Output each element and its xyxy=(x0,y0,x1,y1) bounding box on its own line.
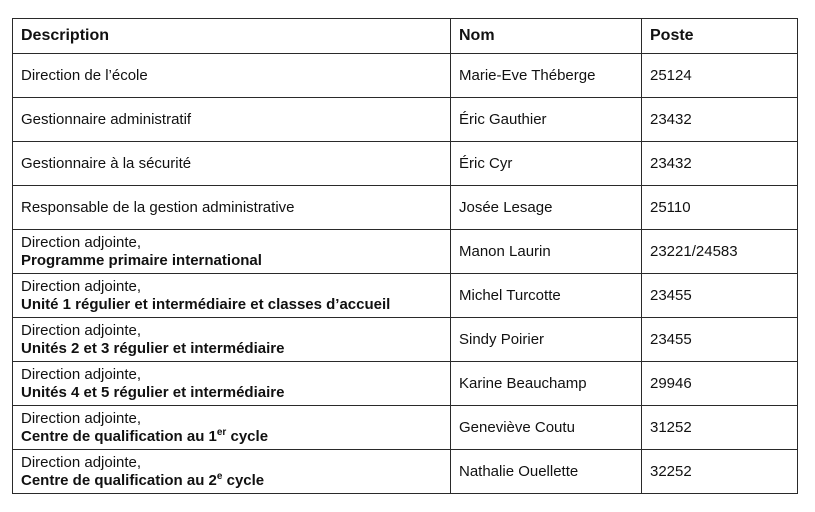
cell-nom: Josée Lesage xyxy=(451,186,642,230)
description-text: Direction adjointe, xyxy=(21,365,142,383)
table-header xyxy=(13,19,798,54)
description-bold-text xyxy=(21,428,442,446)
cell-description xyxy=(13,142,451,186)
cell-description xyxy=(13,362,451,406)
description-text: Direction de l’école xyxy=(21,66,148,84)
cell-description xyxy=(13,318,451,362)
description-text: Direction adjointe, xyxy=(21,277,142,295)
cell-poste: 23455 xyxy=(642,274,798,318)
cell-poste: 23455 xyxy=(642,318,798,362)
cell-nom: Geneviève Coutu xyxy=(451,406,642,450)
description-text: Direction adjointe, xyxy=(21,453,142,471)
description-bold-text xyxy=(21,472,442,490)
description-text: Direction adjointe, xyxy=(21,233,142,251)
table-row xyxy=(13,54,798,98)
cell-poste: 25110 xyxy=(642,186,798,230)
cell-nom: Éric Cyr xyxy=(451,142,642,186)
cell-nom: Nathalie Ouellette xyxy=(451,450,642,494)
description-text: Direction adjointe, xyxy=(21,409,142,427)
description-bold-main: Centre de qualification au 1 xyxy=(21,427,217,445)
cell-poste: 25124 xyxy=(642,54,798,98)
table-row xyxy=(13,362,798,406)
table-body xyxy=(13,54,798,494)
cell-description xyxy=(13,450,451,494)
cell-description xyxy=(13,406,451,450)
description-text: Responsable de la gestion administrative xyxy=(21,198,295,216)
description-bold-text: Unité 1 régulier et intermédiaire et classes d’accueil xyxy=(21,295,391,313)
cell-nom: Manon Laurin xyxy=(451,230,642,274)
description-bold-suffix: cycle xyxy=(226,427,269,445)
cell-description xyxy=(13,230,451,274)
table-row xyxy=(13,318,798,362)
description-text: Gestionnaire administratif xyxy=(21,110,192,128)
ordinal-superscript: er xyxy=(216,426,227,438)
cell-nom: Éric Gauthier xyxy=(451,98,642,142)
header-description: Description xyxy=(13,19,451,54)
cell-description xyxy=(13,274,451,318)
table-row xyxy=(13,274,798,318)
cell-poste: 32252 xyxy=(642,450,798,494)
table-row xyxy=(13,186,798,230)
cell-description xyxy=(13,54,451,98)
header-row xyxy=(13,19,798,54)
table-row xyxy=(13,142,798,186)
cell-nom: Sindy Poirier xyxy=(451,318,642,362)
cell-poste: 23221/24583 xyxy=(642,230,798,274)
description-bold-suffix: cycle xyxy=(222,471,265,489)
staff-directory-table xyxy=(12,18,798,494)
description-text: Direction adjointe, xyxy=(21,321,142,339)
cell-nom: Michel Turcotte xyxy=(451,274,642,318)
cell-poste: 29946 xyxy=(642,362,798,406)
description-bold-text: Unités 2 et 3 régulier et intermédiaire xyxy=(21,339,285,357)
table-row xyxy=(13,406,798,450)
table-row xyxy=(13,450,798,494)
table-row xyxy=(13,98,798,142)
header-poste: Poste xyxy=(642,19,798,54)
header-nom: Nom xyxy=(451,19,642,54)
cell-description xyxy=(13,186,451,230)
description-bold-text: Unités 4 et 5 régulier et intermédiaire xyxy=(21,383,285,401)
description-bold-main: Centre de qualification au 2 xyxy=(21,471,217,489)
table-row xyxy=(13,230,798,274)
description-text: Gestionnaire à la sécurité xyxy=(21,154,192,172)
cell-nom: Karine Beauchamp xyxy=(451,362,642,406)
cell-poste: 23432 xyxy=(642,142,798,186)
cell-description xyxy=(13,98,451,142)
cell-nom: Marie-Eve Théberge xyxy=(451,54,642,98)
cell-poste: 23432 xyxy=(642,98,798,142)
description-bold-text: Programme primaire international xyxy=(21,251,262,269)
cell-poste: 31252 xyxy=(642,406,798,450)
ordinal-superscript: e xyxy=(216,470,223,482)
